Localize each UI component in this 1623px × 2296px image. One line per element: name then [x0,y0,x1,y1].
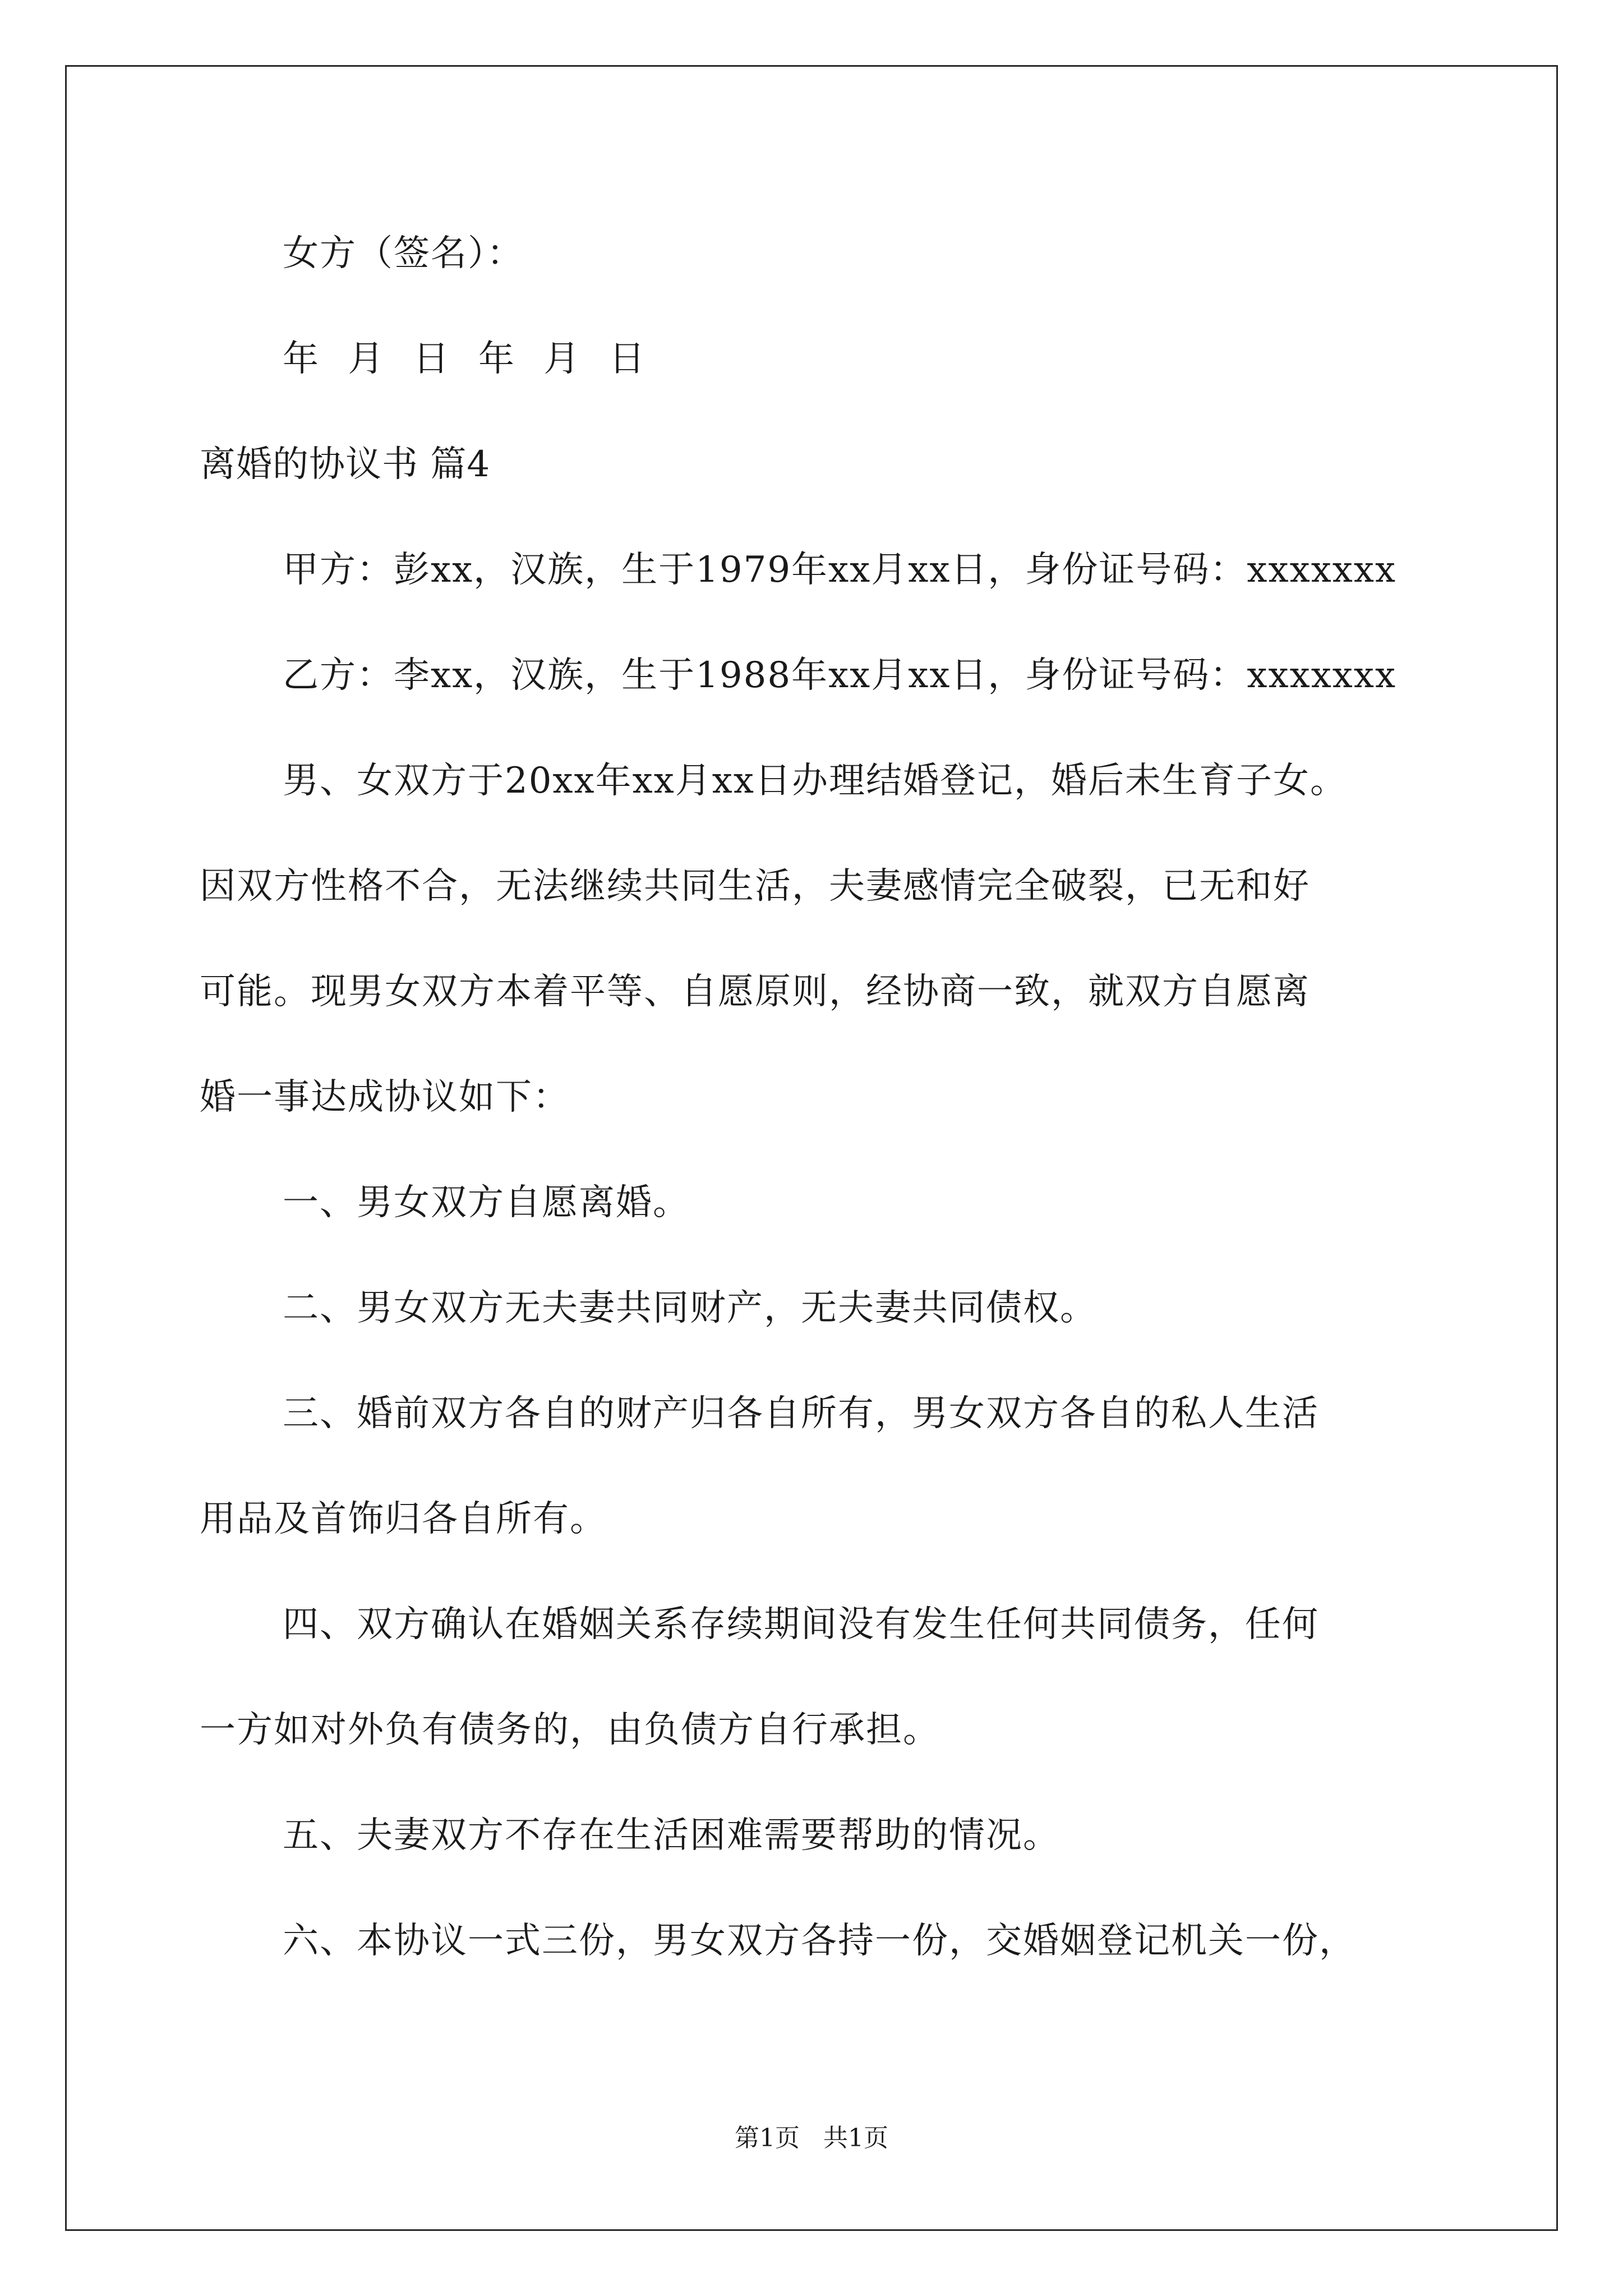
clause-6: 六、本协议一式三份，男女双方各持一份，交婚姻登记机关一份， [283,1920,1356,1962]
date-line: 年 月 日 年 月 日 [283,338,646,380]
page-footer [0,2126,1623,2151]
paragraph-line: 可能。现男女双方本着平等、自愿原则，经协商一致，就双方自愿离 [200,971,1310,1013]
party-a-line: 甲方：彭xx，汉族，生于1979年xx月xx日，身份证号码：xxxxxxx [283,549,1397,591]
clause-5: 五、夫妻双方不存在生活困难需要帮助的情况。 [283,1815,1060,1856]
clause-4-continued: 一方如对外负有债务的，由负债方自行承担。 [200,1709,940,1751]
clause-3: 三、婚前双方各自的财产归各自所有，男女双方各自的私人生活 [283,1393,1319,1434]
paragraph-line: 因双方性格不合，无法继续共同生活，夫妻感情完全破裂，已无和好 [200,866,1310,907]
party-b-line: 乙方：李xx，汉族，生于1988年xx月xx日，身份证号码：xxxxxxx [283,655,1397,696]
female-signature-line: 女方（签名）： [283,233,524,274]
clause-2: 二、男女双方无夫妻共同财产，无夫妻共同债权。 [283,1287,1097,1329]
clause-1: 一、男女双方自愿离婚。 [283,1182,690,1223]
clause-4: 四、双方确认在婚姻关系存续期间没有发生任何共同债务，任何 [283,1604,1319,1645]
section-heading: 离婚的协议书 篇4 [200,444,491,485]
clause-3-continued: 用品及首饰归各自所有。 [200,1498,607,1540]
page-number: 第1页 [735,2124,800,2152]
page-border [65,65,1558,2231]
page-total: 共1页 [823,2124,888,2152]
paragraph-line: 男、女双方于20xx年xx月xx日办理结婚登记，婚后未生育子女。 [283,760,1347,802]
paragraph-line: 婚一事达成协议如下： [200,1076,570,1118]
